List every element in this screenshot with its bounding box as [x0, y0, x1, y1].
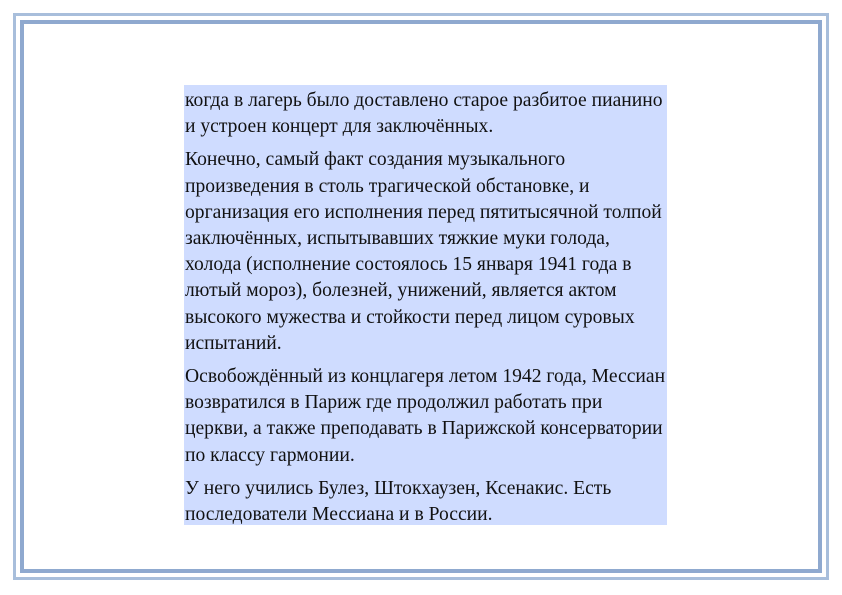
paragraph-1: когда в лагерь было доставлено старое разбитое пианино и устроен концерт для заключённых. — [185, 90, 663, 138]
paragraph-3: Освобождённый из концлагеря летом 1942 года, Мессиан возвратился в Париж где продолжил работать при церкви, а также преподавать в Парижской консерватории по классу гармонии. — [185, 366, 666, 466]
paragraph-4: У него учились Булез, Штокхаузен, Ксенакис. Есть последователи Мессиана и в России. — [185, 477, 612, 526]
paragraph-2: Конечно, самый факт создания музыкального произведения в столь трагической обстановке, и организация его исполнения перед пятитысячной толпой заключённых, испытывавших тяжкие муки голода, холода (исполнение состоялось 15 января 1941 года в лютый мороз), болезней, унижений, является актом высокого мужества и стойкости перед лицом суровых испытаний. — [185, 149, 662, 354]
text-block — [184, 85, 667, 525]
